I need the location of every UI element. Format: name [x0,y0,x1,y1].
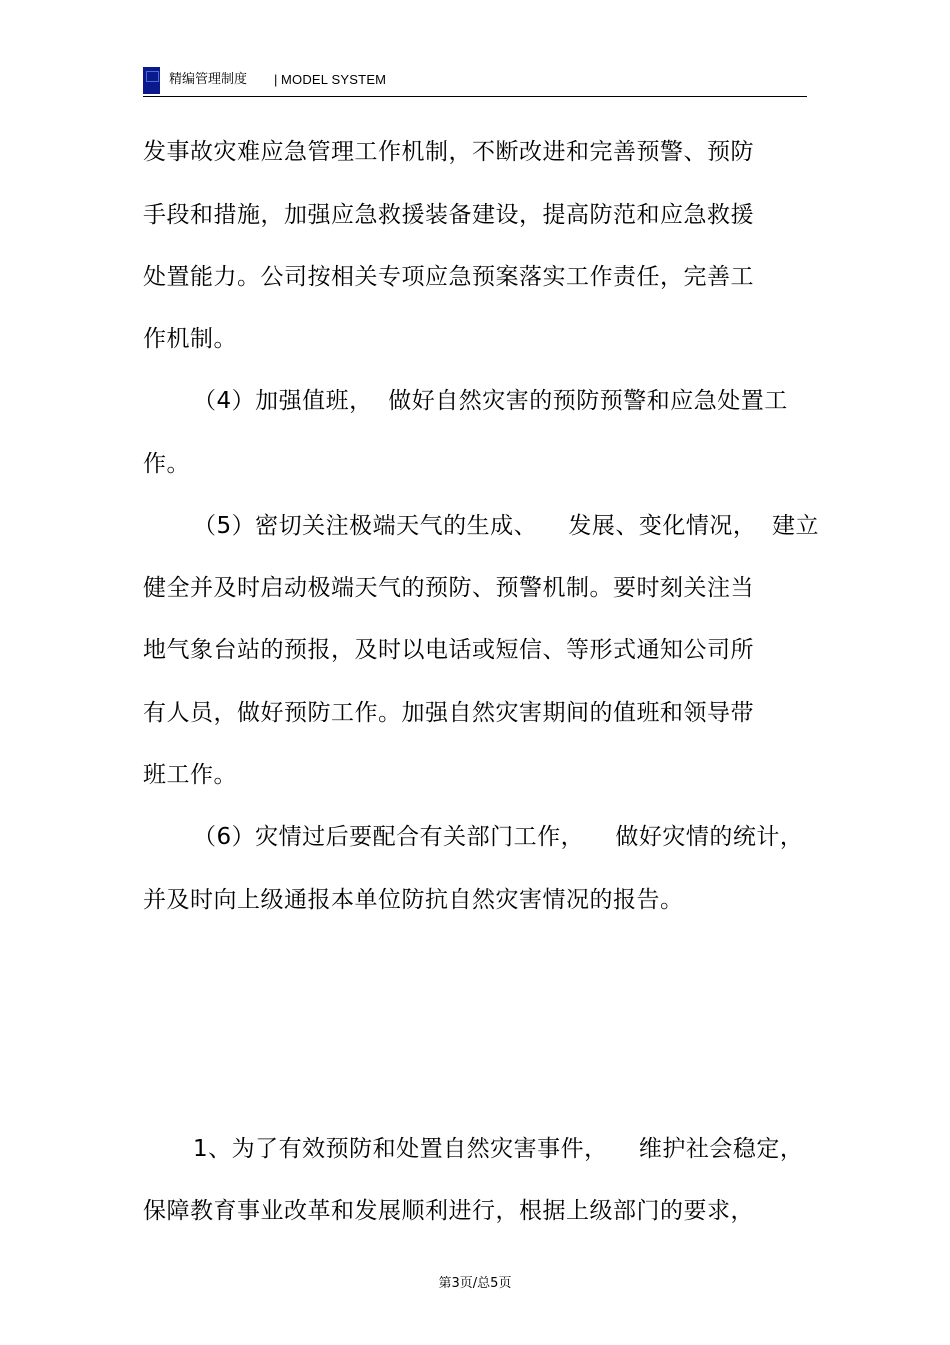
text-line: （4）加强值班， 做好自然灾害的预防预警和应急处置工 [193,388,788,414]
text-line: 作。 [143,451,190,477]
text-line: （5）密切关注极端天气的生成、 发展、变化情况， 建立 [193,513,819,539]
text-line: （6）灾情过后要配合有关部门工作， 做好灾情的统计， [193,824,804,850]
text-line: 保障教育事业改革和发展顺利进行，根据上级部门的要求， [143,1198,754,1224]
text-line: 有人员，做好预防工作。加强自然灾害期间的值班和领导带 [143,700,754,726]
text-line: 1、为了有效预防和处置自然灾害事件， 维护社会稳定， [193,1136,804,1162]
text-line: 健全并及时启动极端天气的预防、预警机制。要时刻关注当 [143,575,754,601]
text-line: 班工作。 [143,762,237,788]
text-line: 发事故灾难应急管理工作机制，不断改进和完善预警、预防 [143,139,754,165]
text-line: 处置能力。公司按相关专项应急预案落实工作责任，完善工 [143,264,754,290]
text-line: 并及时向上级通报本单位防抗自然灾害情况的报告。 [143,887,684,913]
text-line: 作机制。 [143,326,237,352]
header-separator: | [274,72,278,87]
page-header [143,66,807,97]
header-title: 精编管理制度 [169,72,248,87]
logo-mark [146,71,159,82]
text-line: 地气象台站的预报，及时以电话或短信、等形式通知公司所 [143,637,754,663]
text-line: 手段和措施，加强应急救援装备建设，提高防范和应急救援 [143,202,754,228]
header-subtitle: MODEL SYSTEM [281,72,387,87]
logo-icon [143,67,160,94]
page-number: 第3页/总5页 [438,1276,512,1291]
